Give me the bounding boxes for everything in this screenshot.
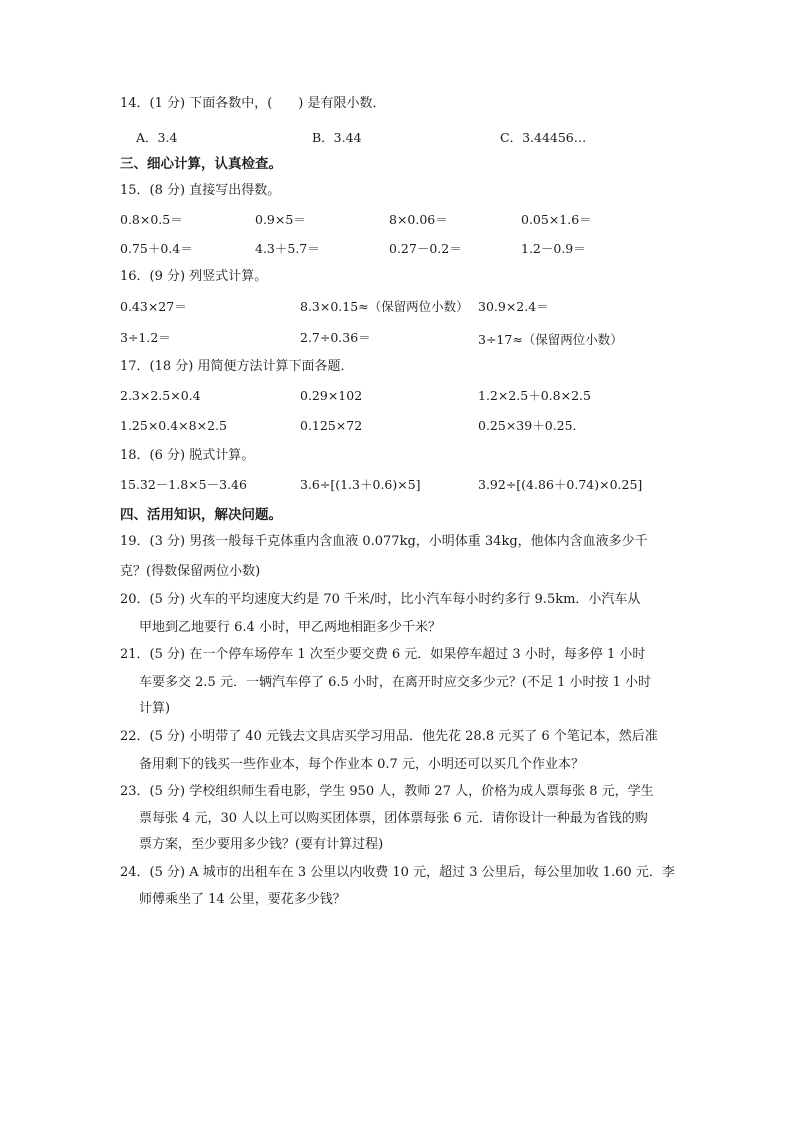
q16-stem: 16．(9 分) 列竖式计算。: [120, 269, 268, 284]
q19-line: 克？(得数保留两位小数): [120, 564, 261, 579]
q17-item: 1.2×2.5＋0.8×2.5: [478, 388, 591, 403]
q19-line: 19．(3 分) 男孩一般每千克体重内含血液 0.077kg，小明体重 34kg，他体内含血液多少千: [120, 534, 648, 549]
q17-item: 0.29×102: [300, 388, 363, 403]
q14-option-a: A．3.4̇: [136, 130, 178, 145]
q15-item: 0.27－0.2＝: [389, 241, 462, 256]
q23-line: 23．(5 分) 学校组织师生看电影，学生 950 人，教师 27 人，价格为成人票每张 8 元，学生: [120, 784, 654, 799]
q14-option-c: C．3.44456…: [500, 130, 587, 145]
q18-item: 15.32－1.8×5－3.46: [120, 477, 247, 492]
q15-item: 0.05×1.6＝: [521, 212, 592, 227]
q17-item: 2.3×2.5×0.4: [120, 388, 201, 403]
q15-item: 1.2－0.9＝: [521, 241, 586, 256]
q15-item: 0.8×0.5＝: [120, 212, 183, 227]
q22-line: 备用剩下的钱买一些作业本，每个作业本 0.7 元，小明还可以买几个作业本？: [139, 757, 584, 772]
q16-item: 3÷17≈（保留两位小数）: [478, 332, 623, 347]
q23-line: 票每张 4 元，30 人以上可以购买团体票，团体票每张 6 元．请你设计一种最为省钱的购: [139, 811, 648, 826]
q18-item: 3.92÷[(4.86＋0.74)×0.25]: [478, 477, 643, 492]
q14-option-b: B．3.44: [312, 130, 362, 145]
q16-item: 2.7÷0.36＝: [300, 330, 371, 345]
q16-item: 3÷1.2＝: [120, 330, 171, 345]
q15-item: 0.75＋0.4＝: [120, 241, 193, 256]
q18-stem: 18．(6 分) 脱式计算。: [120, 448, 255, 463]
q15-item: 0.9×5＝: [255, 212, 306, 227]
q21-line: 21．(5 分) 在一个停车场停车 1 次至少要交费 6 元．如果停车超过 3 小时，每多停 1 小时: [120, 647, 646, 662]
q17-stem: 17．(18 分) 用简便方法计算下面各题．: [120, 359, 354, 374]
section-heading-4: 四、活用知识，解决问题。: [120, 507, 282, 523]
q21-line: 计算): [139, 701, 171, 716]
q15-stem: 15．(8 分) 直接写出得数。: [120, 183, 281, 198]
q15-item: 8×0.06＝: [389, 212, 448, 227]
q17-item: 1.25×0.4×8×2.5: [120, 418, 227, 433]
q16-item: 0.43×27＝: [120, 299, 187, 314]
q14-stem: 14．(1 分) 下面各数中，( ) 是有限小数．: [120, 96, 386, 111]
section-heading-3: 三、细心计算，认真检查。: [120, 156, 282, 172]
q15-item: 4.3＋5.7＝: [255, 241, 320, 256]
q16-item: 30.9×2.4＝: [478, 299, 549, 314]
q23-line: 票方案，至少要用多少钱？(要有计算过程): [139, 837, 384, 852]
q21-line: 车要多交 2.5 元．一辆汽车停了 6.5 小时，在离开时应交多少元？(不足 1 小时按 1 小时: [139, 675, 652, 690]
q17-item: 0.125×72: [300, 418, 363, 433]
q16-item: 8.3×0.15≈（保留两位小数）: [300, 299, 469, 314]
q20-line: 20．(5 分) 火车的平均速度大约是 70 千米/时，比小汽车每小时约多行 9.5km．小汽车从: [120, 592, 641, 607]
q20-line: 甲地到乙地要行 6.4 小时，甲乙两地相距多少千米？: [139, 620, 441, 635]
q18-item: 3.6÷[(1.3＋0.6)×5]: [300, 477, 421, 492]
q24-line: 师傅乘坐了 14 公里，要花多少钱？: [139, 892, 346, 907]
q22-line: 22．(5 分) 小明带了 40 元钱去文具店买学习用品．他先花 28.8 元买了 6 个笔记本，然后准: [120, 729, 658, 744]
q24-line: 24．(5 分) A 城市的出租车在 3 公里以内收费 10 元，超过 3 公里后，每公里加收 1.60 元．李: [120, 865, 675, 880]
q17-item: 0.25×39＋0.25．: [478, 418, 586, 433]
